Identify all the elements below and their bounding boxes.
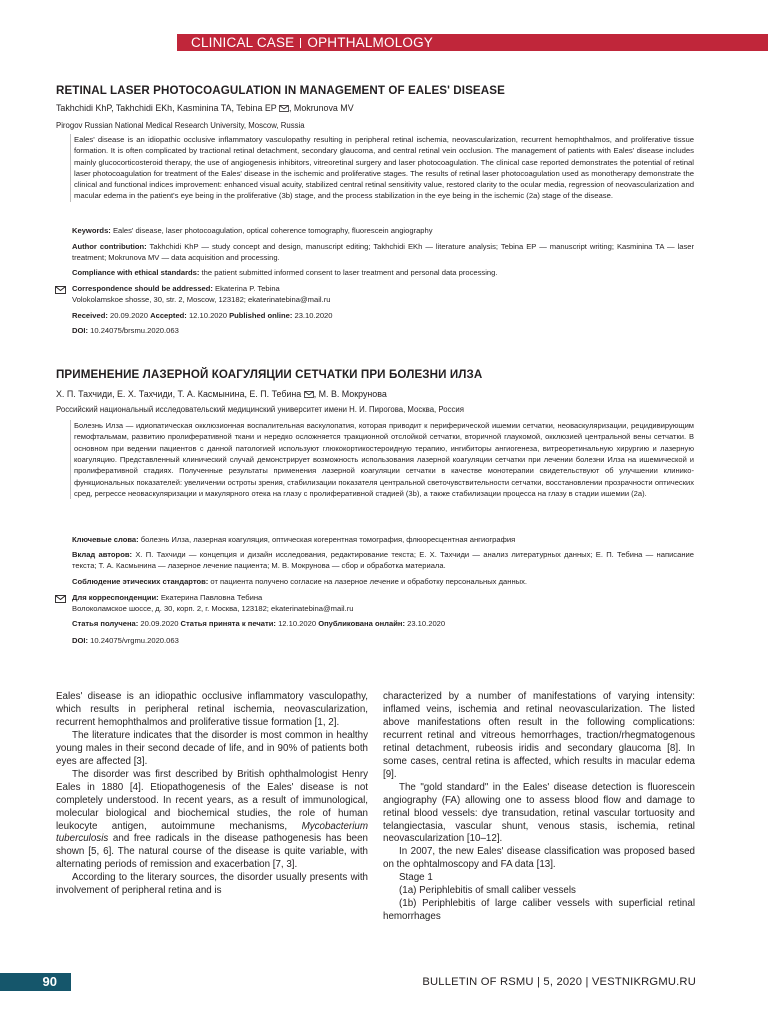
body-paragraph: characterized by a number of manifestations of varying intensity: inflamed veins, ischemia and retinal neovascularization. The listed above manifestations often result in the following complications: recurrent retinal and vitreous hemorrhages, traction/rhegmatogenous retinal detachment, rubeosis iridis and secondary glaucoma [8]. In some cases, central retina is affected, which results in macular edema [9]. [383, 691, 695, 780]
correspondence-address: Волоколамское шоссе, д. 30, корп. 2, г. Москва, 123182; ekaterinatebina@mail.ru [72, 604, 354, 614]
body-right-column [383, 691, 695, 924]
keywords-label: Ключевые слова: [72, 535, 139, 544]
section-label: CLINICAL CASE [191, 35, 295, 50]
doi-link[interactable]: 10.24075/brsmu.2020.063 [88, 326, 179, 335]
keywords-text: Eales' disease, laser photocoagulation, optical coherence tomography, fluorescein angiography [110, 226, 433, 235]
mail-icon [279, 105, 289, 112]
english-ethics [72, 267, 694, 278]
accepted-label: Accepted: [150, 311, 187, 320]
classification-item: (1b) Periphlebitis of large caliber vessels with superficial retinal hemorrhages [383, 898, 695, 923]
accepted-date: 12.10.2020 [275, 619, 319, 628]
published-label: Published online: [229, 311, 293, 320]
classification-stage: Stage 1 [399, 872, 433, 884]
russian-dates [72, 618, 694, 629]
ethics-label: Соблюдение этических стандартов: [72, 577, 209, 586]
body-paragraph: The literature indicates that the disorder is most common in healthy young males in their second decade of life, and in 90% of patients both eyes are affected [3]. [56, 729, 368, 767]
published-date: 23.10.2020 [405, 619, 446, 628]
species-name: Mycobacterium tuberculosis [56, 820, 368, 845]
correspondence-name: Екатерина Павловна Тебина [158, 593, 263, 602]
ethics-text: от пациента получено согласие на лазерное лечение и обработку персональных данных. [208, 577, 527, 586]
russian-correspondence [72, 592, 694, 614]
english-correspondence [72, 283, 694, 305]
correspondence-address: Volokolamskoe shosse, 30, str. 2, Moscow, 123182; ekaterinatebina@mail.ru [72, 295, 331, 305]
received-label: Статья получена: [72, 619, 139, 628]
correspondence-mail-icon [55, 286, 66, 294]
russian-contribution [72, 549, 694, 571]
english-keywords [72, 225, 694, 236]
ethics-text: the patient submitted informed consent to laser treatment and personal data processing. [199, 268, 498, 277]
keywords-label: Keywords: [72, 226, 111, 235]
received-label: Received: [72, 311, 108, 320]
received-date: 20.09.2020 [138, 619, 181, 628]
section-header-bar [177, 34, 768, 51]
classification-item: (1a) Periphlebitis of small caliber vessels [399, 885, 576, 897]
contribution-label: Author contribution: [72, 242, 147, 251]
body-paragraph: In 2007, the new Eales' disease classification was proposed based on the ophtalmoscopy and FA data [13]. [383, 846, 695, 871]
doi-link[interactable]: 10.24075/vrgmu.2020.063 [88, 636, 179, 645]
accepted-label: Статья принята к печати: [180, 619, 276, 628]
ethics-label: Compliance with ethical standards: [72, 268, 200, 277]
body-paragraph [56, 769, 368, 873]
doi-label: DOI: [72, 326, 89, 335]
mail-icon [304, 391, 314, 398]
page-number: 90 [0, 973, 71, 991]
correspondence-label: Correspondence should be addressed: [72, 284, 213, 293]
accepted-date: 12.10.2020 [186, 311, 230, 320]
english-authors-last: , Mokrunova MV [289, 103, 354, 113]
keywords-text: болезнь Илза, лазерная коагуляция, оптическая когерентная томография, флюоресцентная ангиография [138, 535, 516, 544]
russian-authors-last: , М. В. Мокрунова [313, 389, 387, 399]
russian-ethics [72, 576, 694, 587]
doi-label: DOI: [72, 636, 89, 645]
body-paragraph: The "gold standard" in the Eales' disease detection is fluorescein angiography (FA) allowing one to assess blood flow and damage to retinal blood vessels: dye transudation, retinal vascular tortuosity and telangiectasia, vascular shunt, venous stasis, ischemia, retinal neovascularization [10–12]. [383, 781, 695, 845]
english-authors-first: Takhchidi KhP, Takhchidi EKh, Kasminina TA, Tebina EP [56, 103, 277, 113]
russian-abstract: Болезнь Илза — идиопатическая окклюзионная воспалительная васкулопатия, которая приводит к периферической ишемии сетчатки, неоваскуляризации, рецидивирующим гемофтальмам, развитию пролиферативной ткани и нередко осложняется тракционной отслойкой сетчатки, вторичной глаукомой, окклюзией центральной вены сетчатки. В основном при ведении пациентов с данной патологией используют глюкокортикостероидную терапию, ингибиторы ангиогенеза, витреоретинальную хирургию и лазерную коагуляцию. Представленный клинический случай демонстрирует возможность использования лазерной коагуляции сетчатки при лечении болезни Илза на ишемической и пролиферативной стадиях. Полученные результаты применения лазерной коагуляции сетчатки в качестве монотерапии свидетельствуют об улучшении клинико-функциональных показателей: увеличении остроты зрения, стабилизации показателя центральной светочувствительности сетчатки, восстановлении прозрачности оптических сред, регрессе неоваскуляризации и макулярного отека на глазу с пролиферативной стадией (3b), а также стабилизации процесса на глазу в стадии ишемии (2a). [70, 420, 694, 499]
english-dates [72, 310, 694, 321]
english-title: RETINAL LASER PHOTOCOAGULATION IN MANAGEMENT OF EALES' DISEASE [56, 84, 505, 97]
body-left-column [56, 691, 368, 898]
published-label: Опубликована онлайн: [318, 619, 406, 628]
header-separator [300, 38, 301, 48]
received-date: 20.09.2020 [107, 311, 151, 320]
body-paragraph: Eales' disease is an idiopathic occlusive inflammatory vasculopathy, which results in peripheral retinal ischemia, neovascularization, recurrent hemophthalmos and proliferative tissue formation [1, 2]. [56, 691, 368, 728]
english-authors [56, 102, 694, 114]
english-doi [72, 325, 694, 336]
correspondence-mail-icon [55, 595, 66, 603]
body-paragraph: According to the literary sources, the disorder usually presents with involvement of peripheral retina and is [56, 872, 368, 897]
russian-title: ПРИМЕНЕНИЕ ЛАЗЕРНОЙ КОАГУЛЯЦИИ СЕТЧАТКИ ПРИ БОЛЕЗНИ ИЛЗА [56, 368, 483, 381]
russian-keywords [72, 534, 694, 545]
english-abstract: Eales' disease is an idiopathic occlusive inflammatory vasculopathy resulting in peripheral retinal ischemia, neovascularization, recurrent hemophthalmos, and proliferative tissue formation. It is often complicated by tractional retinal detachment, secondary glaucoma, and central retinal vein occlusion. The management of patients with Eales' disease includes mainly glucocorticosteroid therapy, the use of angiogenesis inhibitors, vitreoretinal surgery and laser photocoagulation. The clinical case reported demonstrates the potential of retinal laser photocoagulation for treatment of the Eales' disease in the ischemic and proliferative stages. The results of retinal laser photocoagulation used as monotherapy demonstrate the clinical and functional indices improvement: enhanced visual acuity, stabilized central retinal sensitivity value, restored clarity to the ocular media, regression of neovascularization and macular edema in the patient's eye being in the proliferative (3b) stage, and the process stabilization in the eye being in the ischemic (2a) stage of the disease. [70, 134, 694, 202]
contribution-text: Takhchidi KhP — study concept and design, manuscript editing; Takhchidi EKh — literature analysis; Tebina EP — manuscript writing; Kasminina TA — laser treatment; Mokrunova MV — data acquisition and processing. [72, 242, 695, 263]
correspondence-name: Ekaterina P. Tebina [212, 284, 280, 293]
contribution-label: Вклад авторов: [72, 550, 133, 559]
contribution-text: Х. П. Тахчиди — концепция и дизайн исследования, редактирование текста; Е. Х. Тахчиди — анализ литературных данных; Е. П. Тебина — написание текста; Т. А. Касмынина — лазерное лечение пациента; М. В. Мокрунова — сбор и обработка материала. [72, 550, 694, 571]
journal-footer: BULLETIN OF RSMU | 5, 2020 | VESTNIKRGMU.RU [422, 976, 696, 988]
russian-authors [56, 388, 694, 400]
russian-doi [72, 635, 694, 646]
english-affiliation: Pirogov Russian National Medical Research University, Moscow, Russia [56, 121, 305, 130]
section-header [191, 34, 433, 51]
published-date: 23.10.2020 [292, 311, 333, 320]
english-contribution [72, 241, 694, 263]
russian-affiliation: Российский национальный исследовательский медицинский университет имени Н. И. Пирогова, Москва, Россия [56, 405, 464, 414]
body-text: The disorder was first described by British ophthalmologist Henry Eales in 1880 [4]. Etiopathogenesis of the Eales' disease is not completely understood. In recent years, as a result of immunological, molecular biological and biochemical studies, the role of human leukocyte antigen, autoimmune mechanisms, [56, 768, 368, 832]
russian-authors-first: Х. П. Тахчиди, Е. Х. Тахчиди, Т. А. Касмынина, Е. П. Тебина [56, 389, 302, 399]
body-text: and free radicals in the disease pathogenesis has been shown [5, 6]. The natural course of the disease is quite variable, with alternating periods of remission and exacerbation [7, 3]. [56, 833, 368, 871]
subsection-label: OPHTHALMOLOGY [307, 35, 434, 50]
correspondence-label: Для корреспонденции: [72, 593, 159, 602]
